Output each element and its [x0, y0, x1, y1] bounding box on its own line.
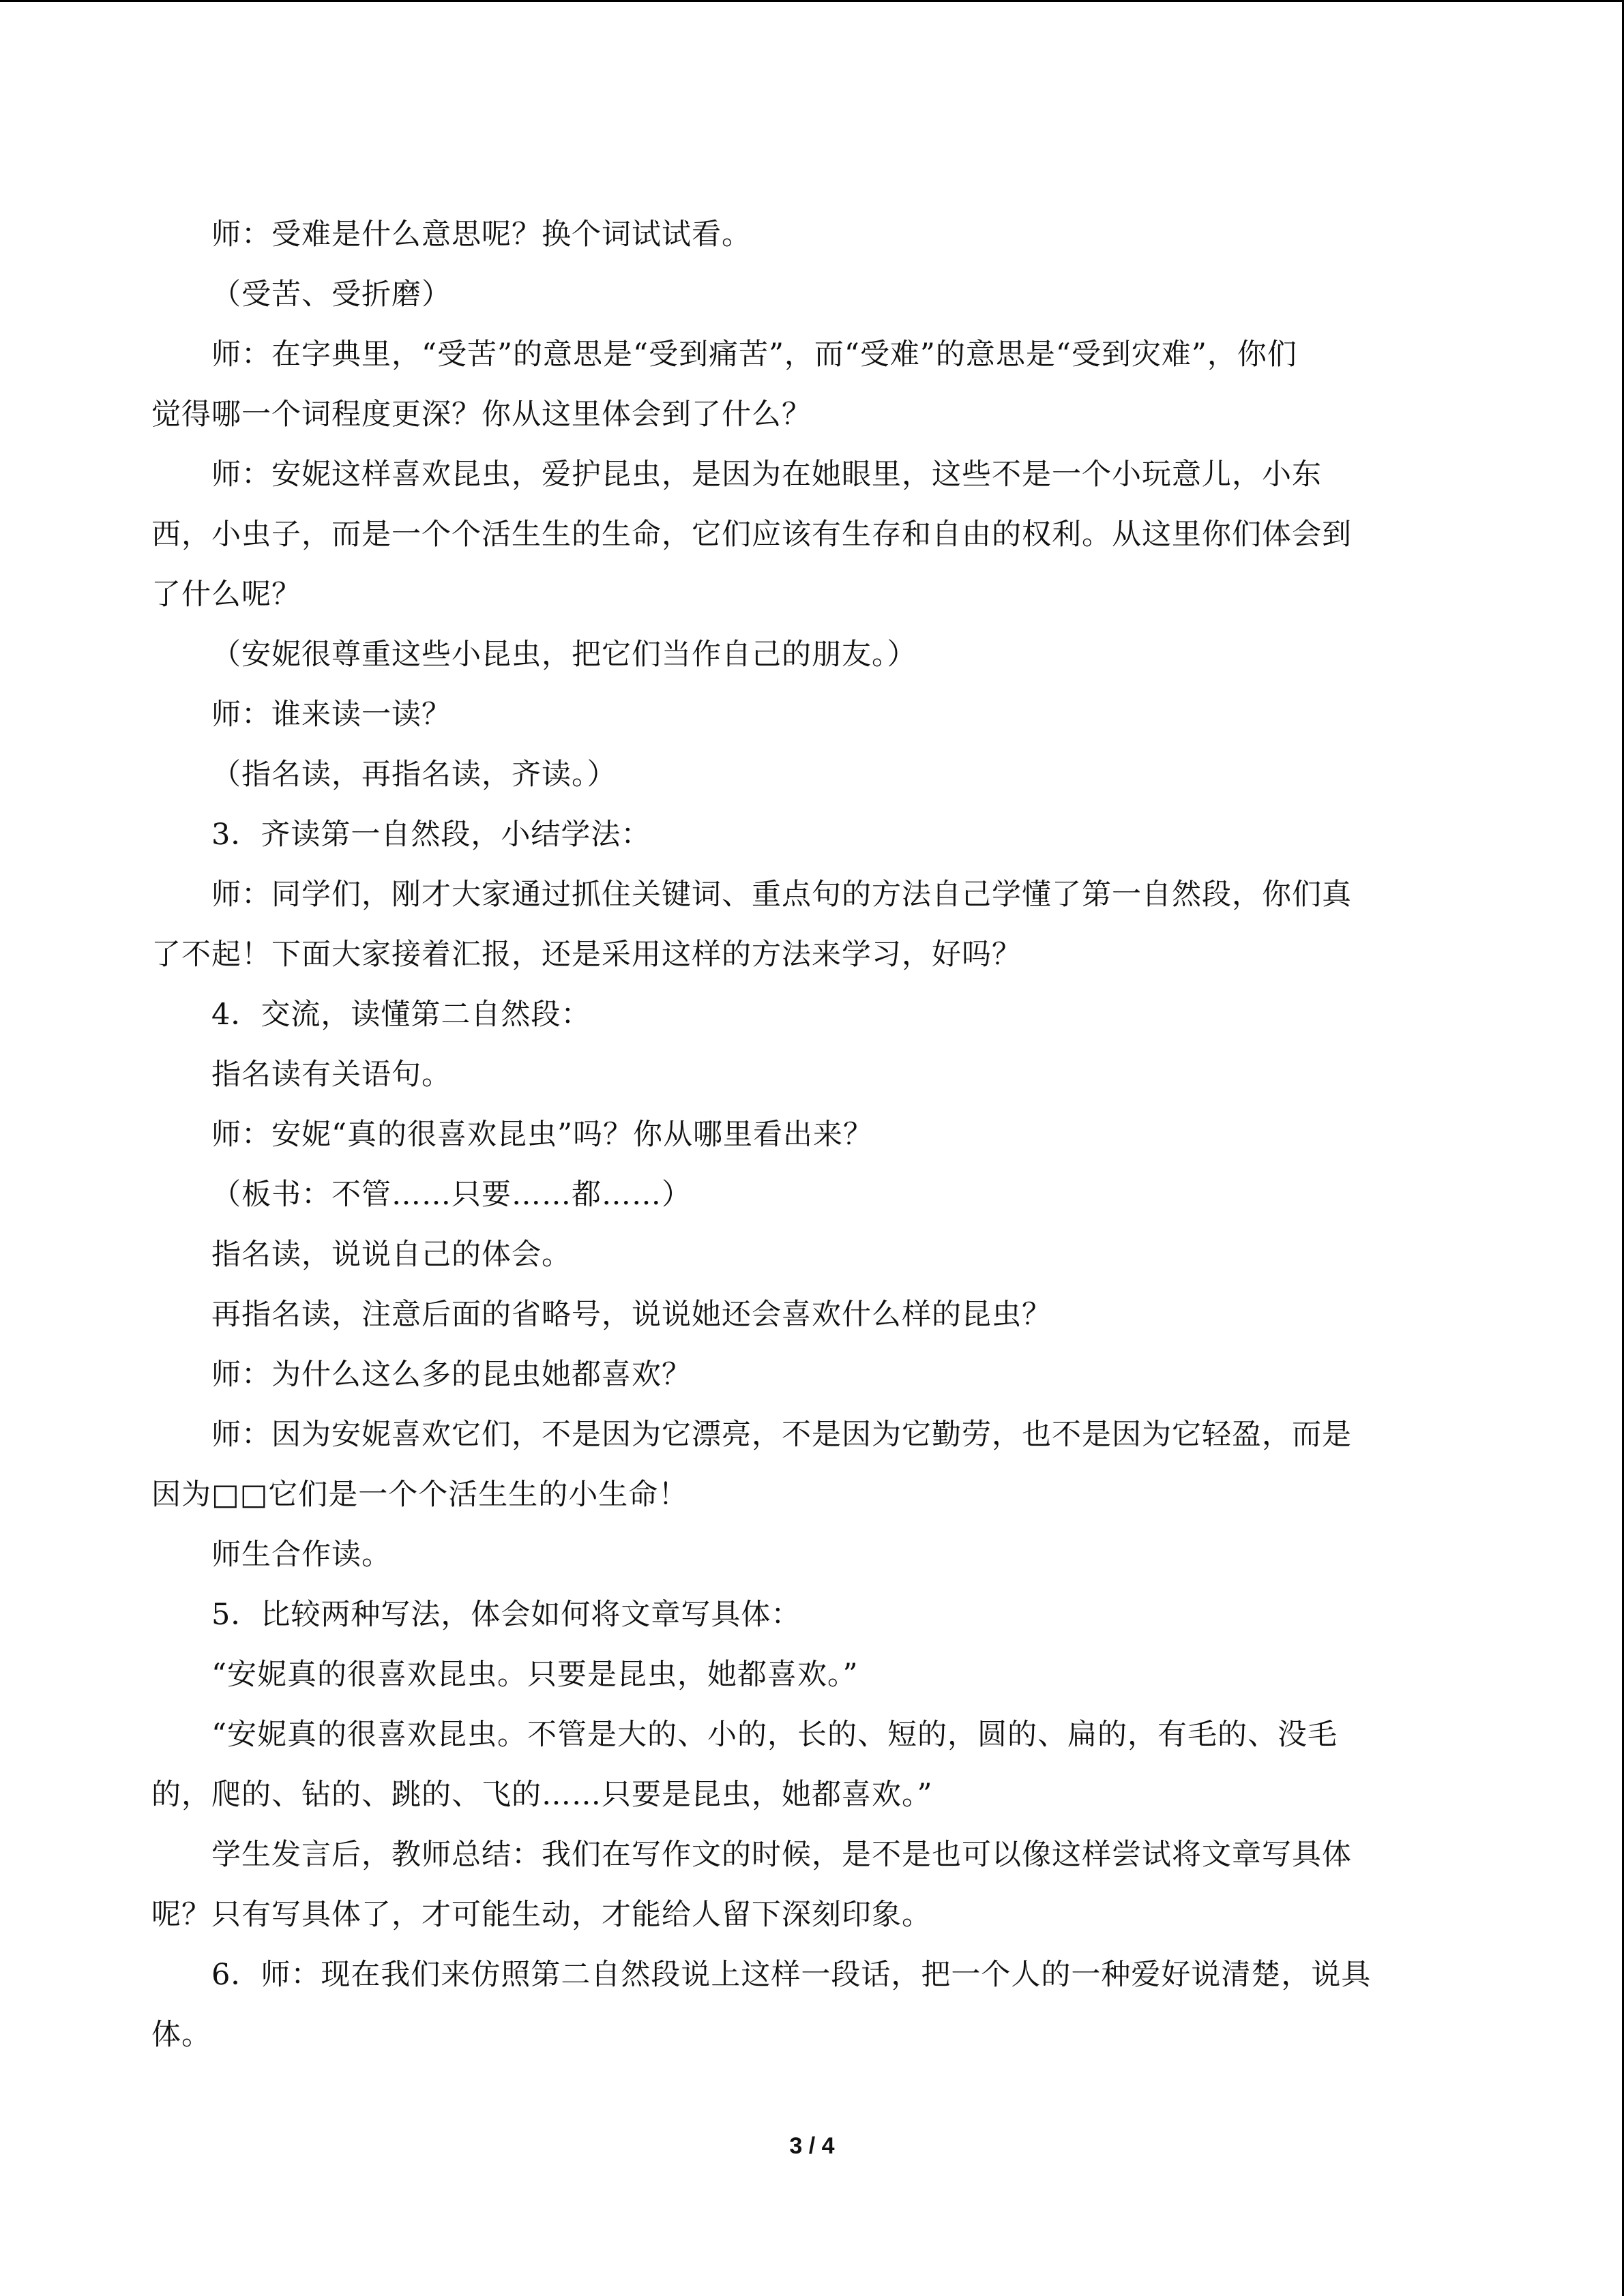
text-line: （板书：不管……只要……都……）: [211, 1178, 692, 1212]
document-body: [151, 205, 1475, 2065]
text-line: （指名读，再指名读，齐读。）: [211, 758, 617, 792]
text-line: 体。: [151, 2018, 211, 2052]
text-line: 了不起！下面大家接着汇报，还是采用这样的方法来学习，好吗？: [151, 938, 1022, 972]
text-line: 呢？只有写具体了，才可能生动，才能给人留下深刻印象。: [151, 1898, 932, 1932]
text-line: 西，小虫子，而是一个个活生生的生命，它们应该有生存和自由的权利。从这里你们体会到: [151, 518, 1352, 552]
text-line: （安妮很尊重这些小昆虫，把它们当作自己的朋友。）: [211, 638, 917, 672]
text-line: 师：安妮这样喜欢昆虫，爱护昆虫，是因为在她眼里，这些不是一个小玩意儿，小东: [211, 458, 1322, 492]
text-line: 师：同学们，刚才大家通过抓住关键词、重点句的方法自己学懂了第一自然段，你们真: [211, 878, 1352, 912]
text-line: “安妮真的很喜欢昆虫。不管是大的、小的，长的、短的，圆的、扁的，有毛的、没毛: [211, 1718, 1338, 1752]
text-line: 4．交流，读懂第二自然段：: [211, 998, 591, 1032]
text-line: 指名读，说说自己的体会。: [211, 1238, 572, 1272]
text-line: 再指名读，注意后面的省略号，说说她还会喜欢什么样的昆虫？: [211, 1298, 1052, 1332]
text-line: 师：安妮“真的很喜欢昆虫”吗？你从哪里看出来？: [211, 1118, 873, 1152]
text-line: 指名读有关语句。: [211, 1058, 452, 1092]
text-line: 了什么呢？: [151, 578, 301, 612]
text-line: “安妮真的很喜欢昆虫。只要是昆虫，她都喜欢。”: [211, 1658, 859, 1692]
text-line: 师生合作读。: [211, 1538, 392, 1572]
text-line: 3．齐读第一自然段，小结学法：: [211, 818, 651, 852]
text-line: 学生发言后，教师总结：我们在写作文的时候，是不是也可以像这样尝试将文章写具体: [211, 1838, 1352, 1872]
text-line: 5．比较两种写法，体会如何将文章写具体：: [211, 1598, 801, 1632]
text-line: 师：受难是什么意思呢？换个词试试看。: [211, 218, 752, 252]
text-line: 的，爬的、钻的、跳的、飞的……只要是昆虫，她都喜欢。”: [151, 1778, 933, 1812]
page-number: 3 / 4: [789, 2133, 835, 2159]
text-line: 师：在字典里，“受苦”的意思是“受到痛苦”，而“受难”的意思是“受到灾难”，你们: [211, 338, 1297, 372]
text-line: 师：谁来读一读？: [211, 698, 452, 732]
text-line: （受苦、受折磨）: [211, 278, 452, 312]
text-line: 因为□□它们是一个个活生生的小生命！: [151, 1478, 689, 1512]
text-line: 师：因为安妮喜欢它们，不是因为它漂亮，不是因为它勤劳，也不是因为它轻盈，而是: [211, 1418, 1352, 1452]
text-line: 觉得哪一个词程度更深？你从这里体会到了什么？: [151, 398, 812, 432]
text-line: 师：为什么这么多的昆虫她都喜欢？: [211, 1358, 692, 1392]
text-line: 6．师：现在我们来仿照第二自然段说上这样一段话，把一个人的一种爱好说清楚，说具: [211, 1958, 1372, 1992]
